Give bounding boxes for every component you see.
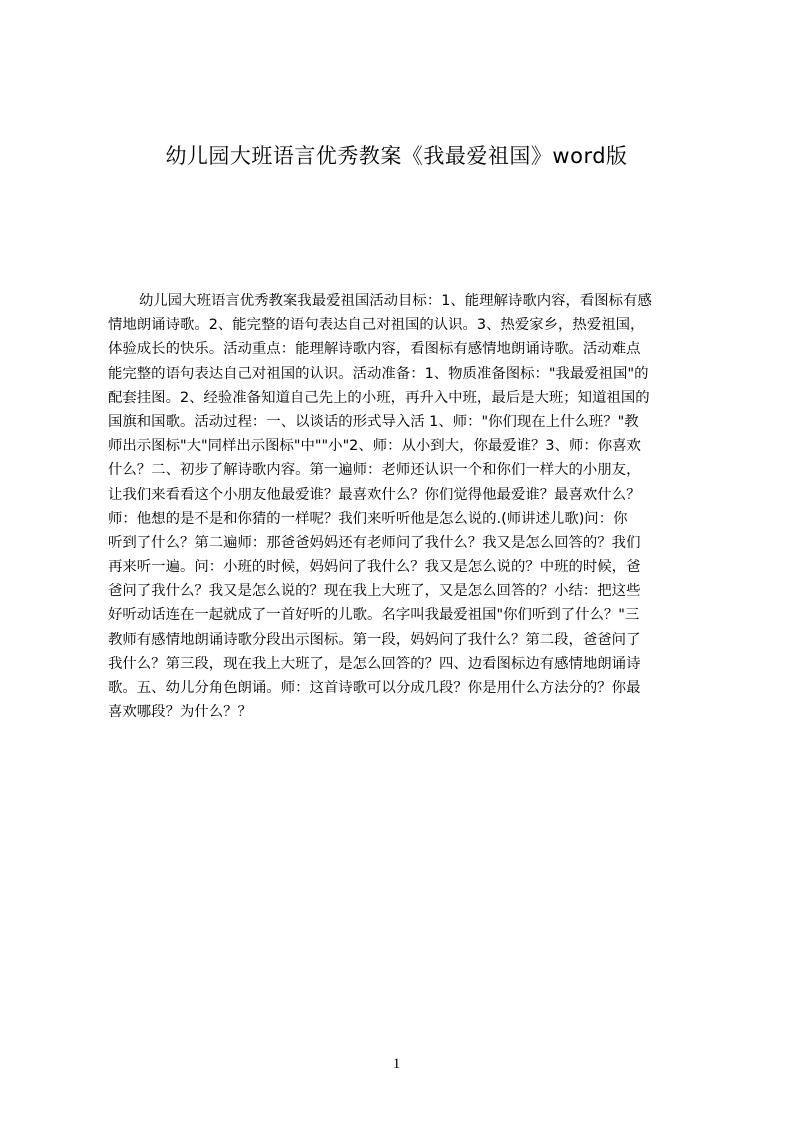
- body-line: 我什么？第三段，现在我上大班了，是怎么回答的？四、边看图标边有感情地朗诵诗: [108, 655, 641, 672]
- body-line: 体验成长的快乐。活动重点：能理解诗歌内容，看图标有感情地朗诵诗歌。活动难点: [108, 341, 641, 358]
- document-title: 幼儿园大班语言优秀教案《我最爱祖国》word版: [165, 144, 628, 168]
- body-line: 喜欢哪段？为什么？？: [108, 704, 252, 721]
- body-line: 歌。五、幼儿分角色朗诵。师：这首诗歌可以分成几段？你是用什么方法分的？你最: [108, 680, 641, 696]
- document-body: [108, 289, 698, 724]
- body-line: 情地朗诵诗歌。2、能完整的语句表达自己对祖国的认识。3、热爱家乡，热爱祖国，: [108, 317, 645, 334]
- body-line: 好听动话连在一起就成了一首好听的儿歌。名字叫我最爱祖国"你们听到了什么？"三: [108, 607, 640, 624]
- body-line: 国旗和国歌。活动过程：一、以谈话的形式导入活 1、师："你们现在上什么班？"教: [108, 413, 639, 430]
- body-line: 让我们来看看这个小朋友他最爱谁？最喜欢什么？你们觉得他最爱谁？最喜欢什么？: [108, 486, 641, 503]
- body-line: 师出示图标"大"同样出示图标"中""小"2、师：从小到大，你最爱谁？3、师：你喜欢: [108, 438, 641, 455]
- body-line: 听到了什么？第二遍师：那爸爸妈妈还有老师问了我什么？我又是怎么回答的？我们: [108, 534, 641, 551]
- body-line: 师：他想的是不是和你猜的一样呢？我们来听听他是怎么说的.(师讲述儿歌)问：你: [108, 510, 628, 527]
- body-line: 教师有感情地朗诵诗歌分段出示图标。第一段，妈妈问了我什么？第二段，爸爸问了: [108, 631, 641, 648]
- body-line: 爸问了我什么？我又是怎么说的？现在我上大班了，又是怎么回答的？小结：把这些: [108, 583, 641, 600]
- body-line: 什么？二、初步了解诗歌内容。第一遍师：老师还认识一个和你们一样大的小朋友，: [108, 462, 641, 479]
- body-line: 配套挂图。2、经验准备知道自己先上的小班，再升入中班，最后是大班；知道祖国的: [108, 389, 650, 406]
- body-line: 再来听一遍。问：小班的时候，妈妈问了我什么？我又是怎么说的？中班的时候，爸: [108, 559, 641, 576]
- body-line: 能完整的语句表达自己对祖国的认识。活动准备：1、物质准备图标："我最爱祖国"的: [108, 365, 649, 382]
- page-number: 1: [392, 1056, 401, 1072]
- body-line: 幼儿园大班语言优秀教案我最爱祖国活动目标：1、能理解诗歌内容，看图标有感: [139, 293, 652, 309]
